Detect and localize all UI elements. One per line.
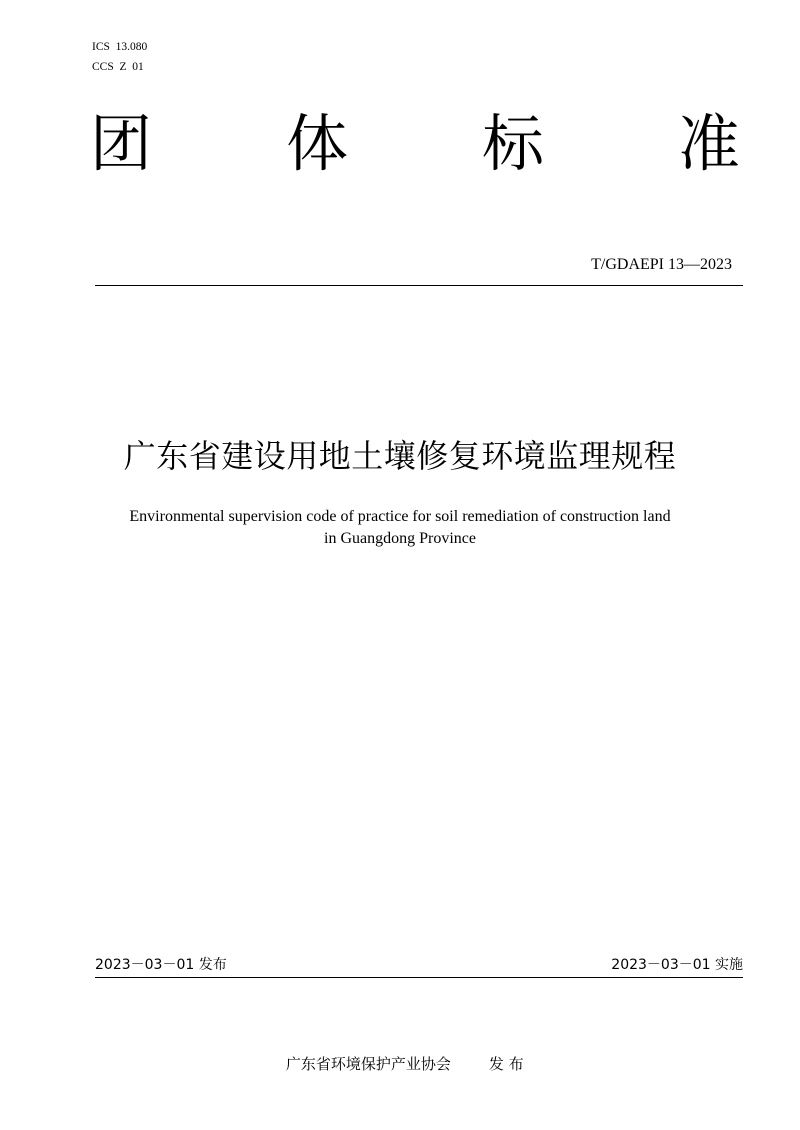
release-date: 2023－03－01 发布 (95, 957, 227, 973)
standard-type-char-3: 标 (481, 107, 544, 180)
standard-type-heading (90, 104, 740, 184)
publisher-line (0, 1034, 800, 1074)
publisher-action: 发 布 (488, 1055, 524, 1073)
standard-type-char-2: 体 (285, 107, 348, 180)
standard-code: T/GDAEPI 13—2023 (591, 256, 732, 273)
implementation-date: 2023－03－01 实施 (611, 957, 743, 973)
document-title-english (60, 506, 740, 550)
footer-divider (95, 977, 743, 978)
header-divider (95, 285, 743, 286)
ics-code: ICS 13.080 (92, 41, 148, 53)
standard-type-char-4: 准 (677, 107, 740, 180)
ccs-code: CCS Z 01 (92, 61, 144, 73)
document-title-chinese: 广东省建设用地土壤修复环境监理规程 (123, 437, 677, 475)
standard-type-char-1: 团 (90, 107, 153, 180)
document-title-english-line-2: in Guangdong Province (324, 530, 476, 547)
publisher-name: 广东省环境保护产业协会 (285, 1055, 451, 1073)
document-title-english-line-1: Environmental supervision code of practice for soil remediation of construction land (129, 508, 671, 525)
